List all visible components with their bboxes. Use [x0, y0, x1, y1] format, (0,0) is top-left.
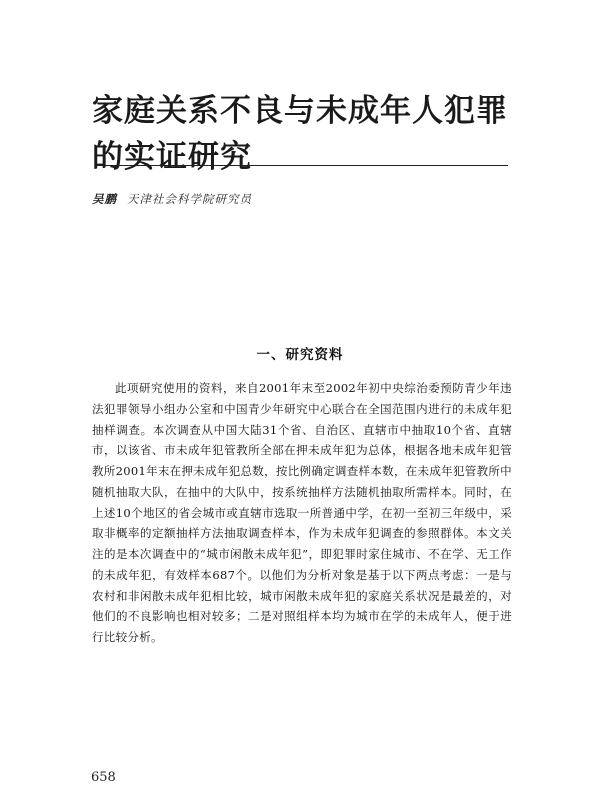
page-number: 658	[91, 770, 116, 785]
author-name: 吴鹏	[92, 192, 117, 206]
author-affiliation: 天津社会科学院研究员	[127, 192, 252, 206]
section-heading: 一、研究资料	[256, 347, 344, 363]
author-line	[92, 191, 252, 207]
title-divider	[96, 165, 508, 166]
article-title: 家庭关系不良与未成年人犯罪的实证研究	[92, 93, 508, 175]
body-text	[92, 378, 512, 648]
body-paragraph: 此项研究使用的资料，来自2001年末至2002年初中央综治委预防青少年违法犯罪领导小组办公室和中国青少年研究中心联合在全国范围内进行的未成年犯抽样调查。本次调查从中国大陆31个省、自治区、直辖市中抽取10个省、直辖市，以该省、市未成年犯管教所全部在押未成年犯为总体，根据各地未成年犯管教所2001年末在押未成年犯总数，按比例确定调查样本数，在未成年犯管教所中随机抽取大队，在抽中的大队中，按系统抽样方法随机抽取所需样本。同时，在上述10个地区的省会城市或直辖市选取一所普通中学，在初一至初三年级中，采取非概率的定额抽样方法抽取调查样本，作为未成年犯调查的参照群体。本文关注的是本次调查中的“城市闲散未成年犯”，即犯罪时家住城市、不在学、无工作的未成年犯，有效样本687个。以他们为分析对象是基于以下两点考虑：一是与农村和非闲散未成年犯相比较，城市闲散未成年犯的家庭关系状况是最差的，对他们的不良影响也相对较多；二是对照组样本均为城市在学的未成年人，便于进行比较分析。	[92, 381, 512, 644]
